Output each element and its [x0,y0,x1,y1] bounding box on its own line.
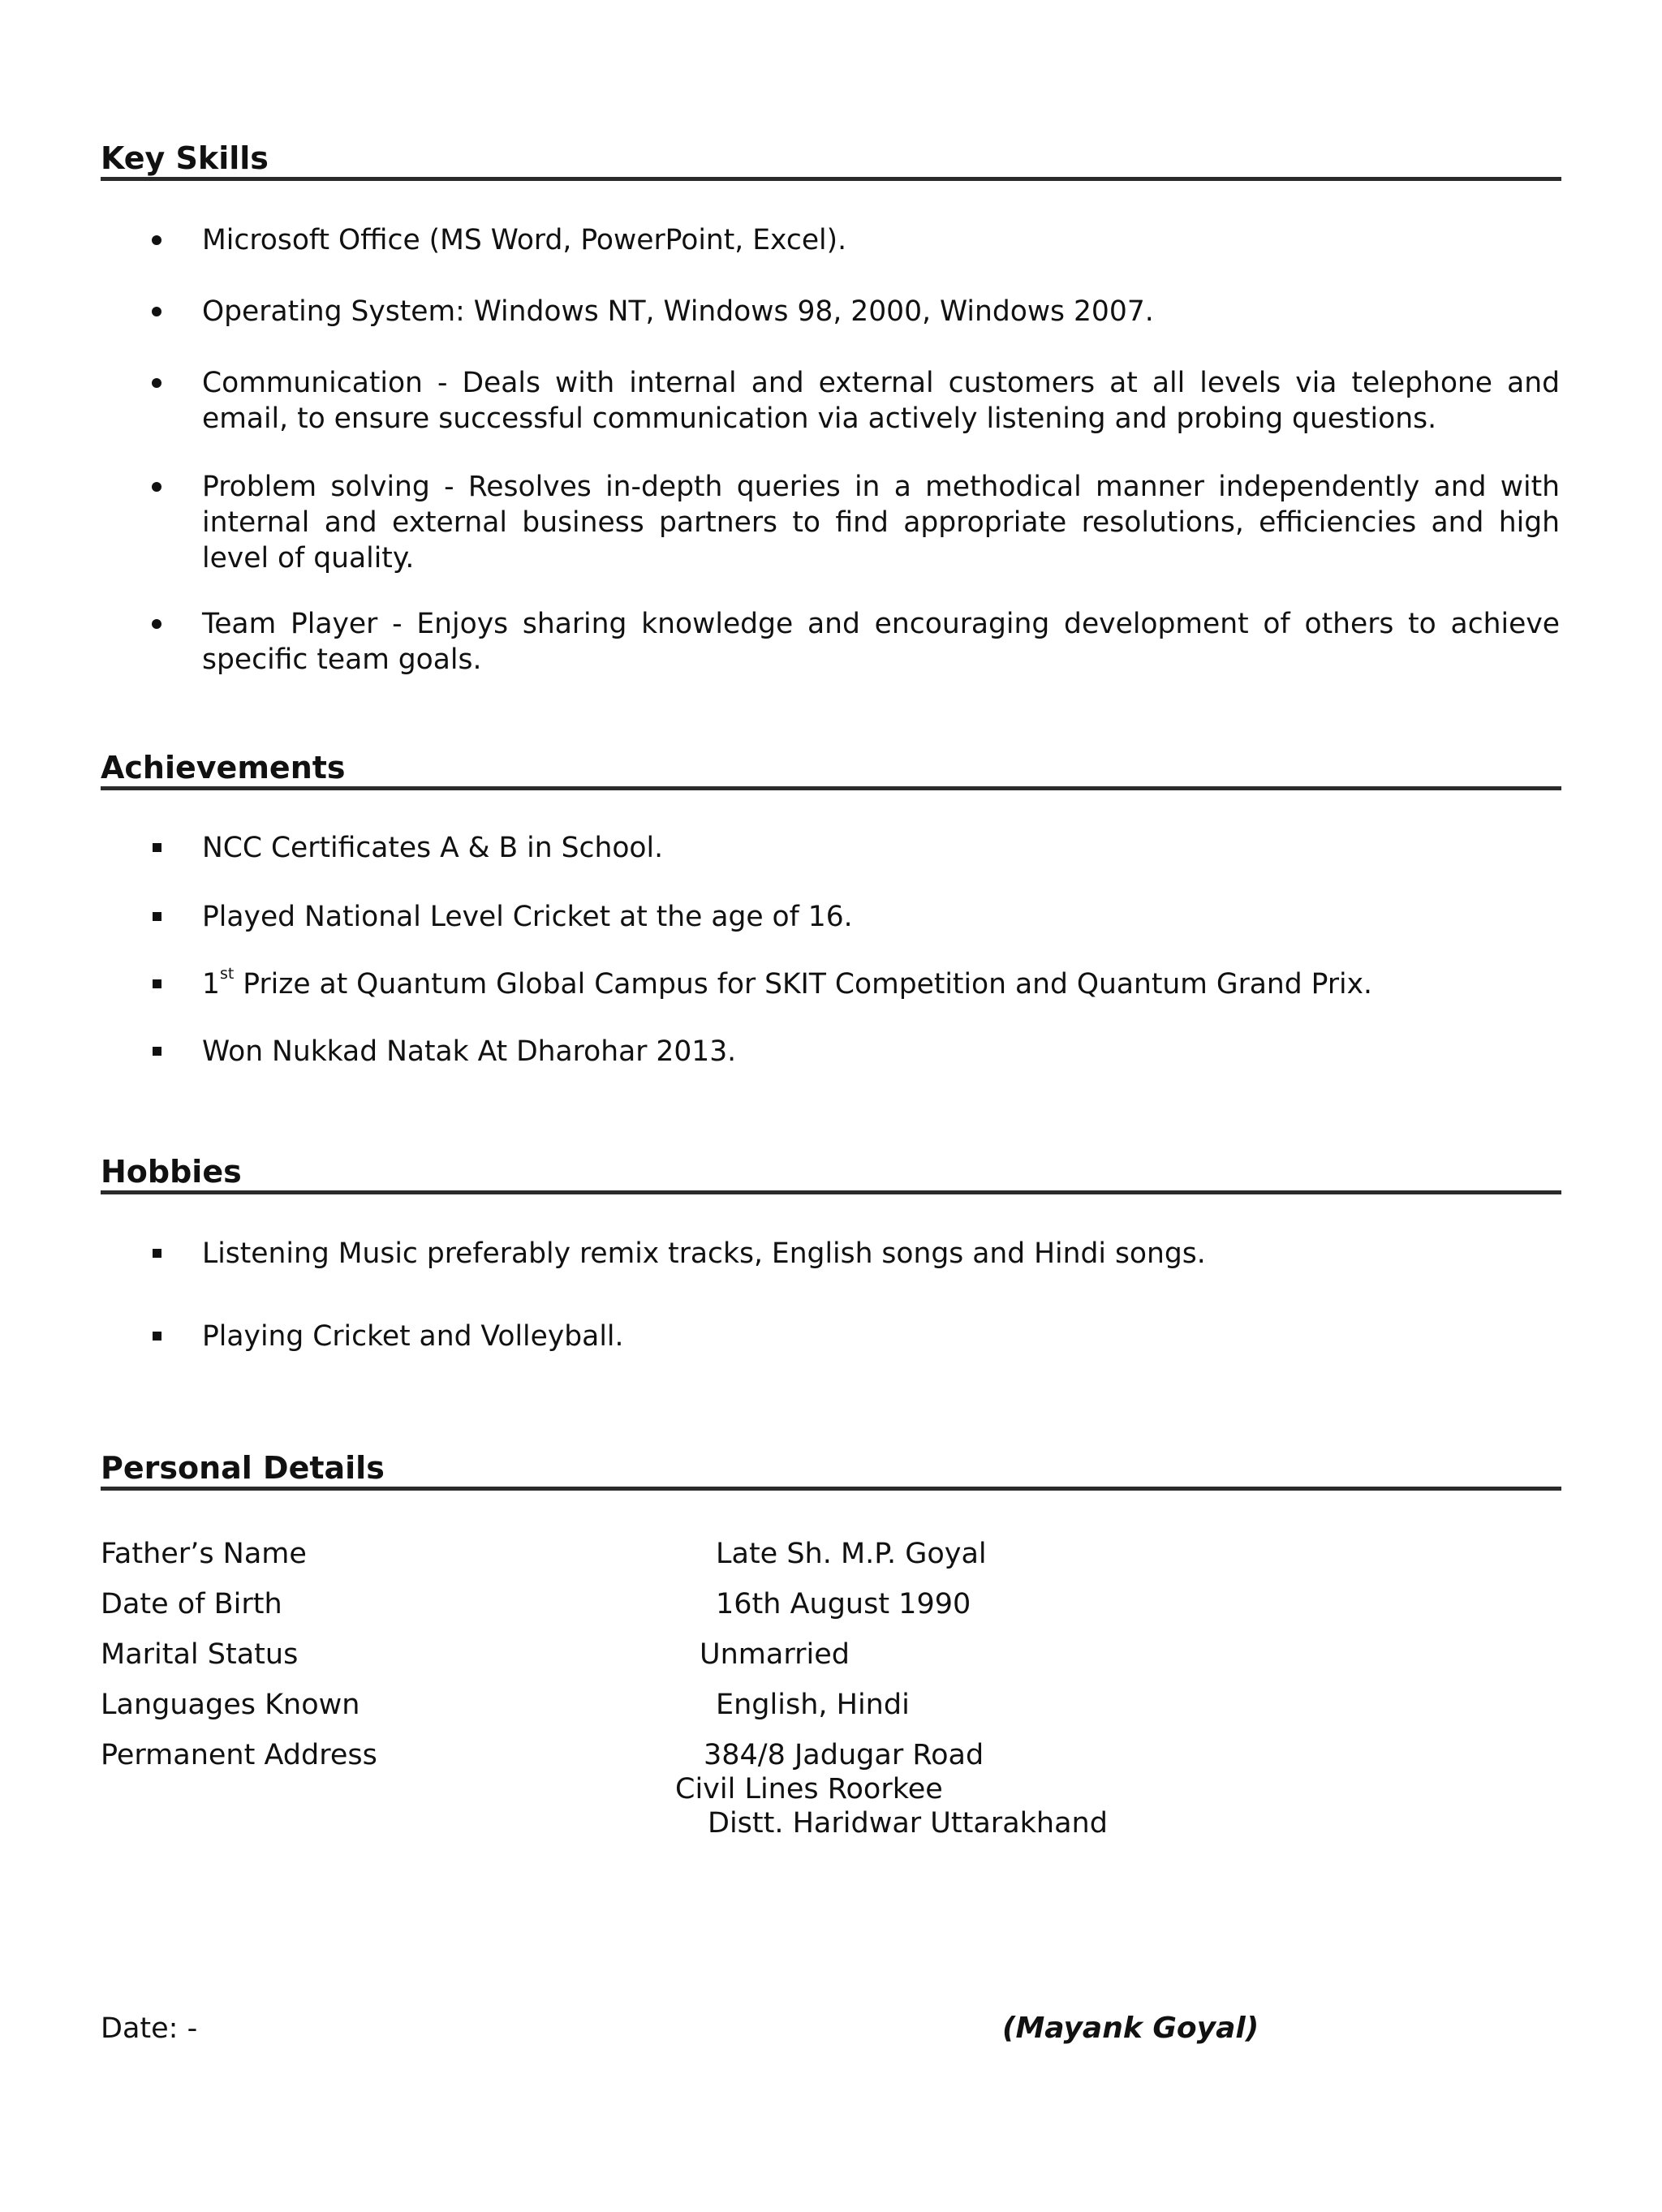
detail-label-marital-status: Marital Status [101,1638,299,1671]
bullet-icon [152,235,161,245]
detail-label-date-of-birth: Date of Birth [101,1588,282,1620]
bullet-icon [153,843,161,852]
detail-value-languages-known: English, Hindi [716,1689,910,1721]
achievement-item: NCC Certificates A & B in School. [202,832,664,864]
bullet-icon [152,482,161,492]
skill-item: Microsoft Office (MS Word, PowerPoint, Excel). [202,224,847,256]
skill-item: Team Player - Enjoys sharing knowledge and encouraging development of others to achieve specific team goals. [202,608,1560,676]
prize-text: Prize at Quantum Global Campus for SKIT Competition and Quantum Grand Prix. [234,968,1372,1001]
bullet-icon [153,912,161,921]
bullet-icon [153,1332,161,1341]
detail-value-address-line-1: 384/8 Jadugar Road [704,1739,984,1771]
section-title-hobbies: Hobbies [101,1154,242,1190]
skill-item: Operating System: Windows NT, Windows 98, 2000, Windows 2007. [202,295,1154,328]
date-label: Date: - [101,2012,198,2045]
hobby-item: Listening Music preferably remix tracks, English songs and Hindi songs. [202,1237,1206,1270]
bullet-icon [153,1249,161,1258]
achievement-item-prize [202,966,1560,1006]
hobby-item: Playing Cricket and Volleyball. [202,1320,624,1353]
section-title-achievements: Achievements [101,750,346,785]
section-divider [101,1190,1561,1194]
detail-label-permanent-address: Permanent Address [101,1739,377,1771]
achievement-item: Won Nukkad Natak At Dharohar 2013. [202,1035,737,1068]
section-divider [101,1487,1561,1491]
section-title-personal-details: Personal Details [101,1450,385,1486]
signature-name: (Mayank Goyal) [1002,2012,1259,2045]
bullet-icon [153,1047,161,1056]
achievement-item: Played National Level Cricket at the age of 16. [202,901,853,933]
section-title-key-skills: Key Skills [101,140,269,176]
detail-value-address-line-2: Civil Lines Roorkee [675,1773,943,1805]
bullet-icon [152,378,161,388]
detail-value-address-line-3: Distt. Haridwar Uttarakhand [708,1807,1108,1840]
detail-value-marital-status: Unmarried [700,1638,850,1671]
ordinal-suffix: st [219,965,235,983]
detail-label-languages-known: Languages Known [101,1689,360,1721]
bullet-icon [152,619,161,629]
skill-item: Communication - Deals with internal and external customers at all levels via telephone and email, to ensure successful communication via actively listening and probing questions. [202,367,1560,435]
section-divider [101,177,1561,181]
detail-value-fathers-name: Late Sh. M.P. Goyal [716,1538,987,1570]
bullet-icon [153,979,161,988]
prize-number: 1 [202,968,220,1001]
skill-item: Problem solving - Resolves in-depth queries in a methodical manner independently and with internal and external business partners to find appropriate resolutions, efficiencies and high level of quality. [202,471,1560,575]
bullet-icon [152,307,161,316]
section-divider [101,786,1561,790]
detail-value-date-of-birth: 16th August 1990 [716,1588,971,1620]
detail-label-fathers-name: Father’s Name [101,1538,307,1570]
